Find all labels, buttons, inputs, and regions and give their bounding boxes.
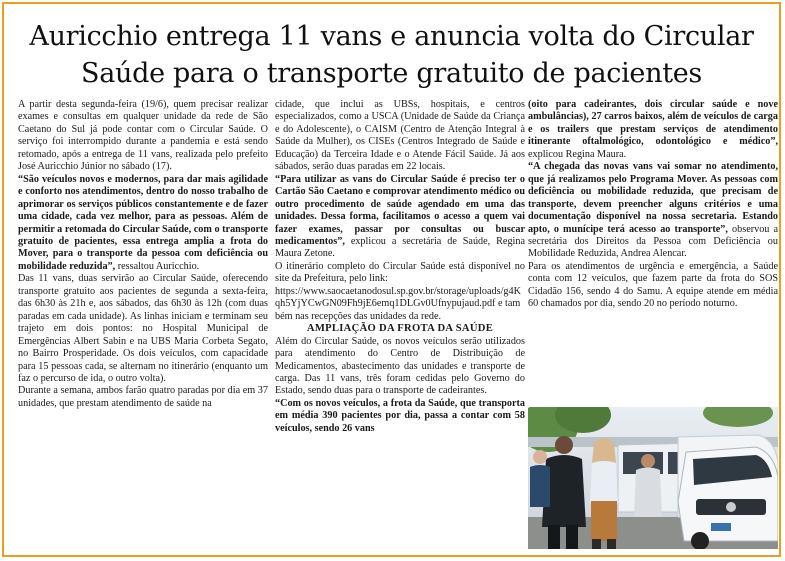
article-headline <box>4 18 779 92</box>
headline-line-1: Auricchio entrega 11 vans e anuncia volta do Circular <box>29 21 754 52</box>
link-trailing-text: e também nas recepções das unidades da rede. <box>275 298 521 322</box>
paragraph: O itinerário completo do Circular Saúde está disponível no site da Prefeitura, pelo link: <box>275 260 525 285</box>
article-frame <box>2 2 781 557</box>
section-subheading: AMPLIAÇÃO DA FROTA DA SAÚDE <box>306 323 494 335</box>
quote-text: (oito para cadeirantes, dois circular saúde e nove ambulâncias), 27 carros baixos, além de veículos de carga e os trailers que prestam serviços de atendimento itinerante oftalmológico, odontológico e médico”, <box>528 99 778 148</box>
photo-officials-with-white-vans-icon <box>528 407 778 549</box>
quote-text: “Para utilizar as vans do Circular Saúde é preciso ter o Cartão São Caetano e comprovar atendimento médico ou outro procedimento de saúde agendado em uma das unidades. Dessa forma, facilitamos o acesso a quem vai fazer exames, passar por consultas ou buscar medicamentos”, <box>275 173 525 247</box>
quote-attribution: ressaltou Auricchio. <box>115 260 200 272</box>
headline-line-2: Saúde para o transporte gratuito de pacientes <box>81 58 702 89</box>
itinerary-link[interactable]: https://www.saocaetanodosul.sp.gov.br/storage/uploads/g4Kqh5YjYCwGN09Fh9jE6emq1DLGv0Ufnypujaud.pdf <box>275 285 521 310</box>
article-column-3 <box>528 99 778 311</box>
article-photo <box>528 407 778 549</box>
quote-text: “A chegada das novas vans vai somar no atendimento, que já realizamos pelo Programa Mover. As pessoas com deficiência ou mobilidade reduzida, que precisam de transporte, devem preencher alguns critérios e uma documentação disponível na nossa secretaria. Estando apto, o munícipe terá acesso ao transporte”, <box>528 161 778 235</box>
paragraph: Durante a semana, ambos farão quatro paradas por dia em 37 unidades, que prestam atendimento de saúde na <box>18 385 268 409</box>
paragraph: Para os atendimentos de urgência e emergência, a Saúde conta com 12 veículos, que fazem parte da frota do SOS Cidadão 156, sendo 4 do Samu. A equipe atende em média 60 chamados por dia, sendo 20 no período noturno. <box>528 260 778 310</box>
quote-attribution: explicou Regina Maura. <box>528 148 627 160</box>
paragraph: Das 11 vans, duas servirão ao Circular Saúde, oferecendo transporte gratuito aos pacientes de segunda a sexta-feira, das 6h30 às 21h e, aos sábados, das 6h30 às 12h (com duas paradas em cada unidade). As linhas iniciam e terminam seu trajeto em dois pontos: no Hospital Municipal de Emergências Albert Sabin e na UBS Maria Corbeta Segato, no Bairro Prosperidade. Os dois veículos, com capacidade para 15 pessoas cada, se alternam no itinerário (enquanto um faz o percurso de ida, o outro volta). <box>18 273 268 384</box>
quote-paragraph <box>528 161 778 261</box>
quote-paragraph <box>275 174 525 261</box>
article-column-1 <box>18 99 268 410</box>
link-paragraph <box>275 286 525 323</box>
paragraph: cidade, que inclui as UBSs, hospitais, e centros especializados, como a USCA (Unidade de Saúde da Criança e do Adolescente), o CAISM (Centro de Atenção Integral à Saúde da Mulher), os CISEs (Centros Integrado de Saúde e Educação) da Terceira Idade e o Atende Fácil Saúde. Já aos sábados, serão duas paradas em 22 locais. <box>275 99 525 173</box>
paragraph: A partir desta segunda-feira (19/6), quem precisar realizar exames e consultas em qualquer unidade da rede de São Caetano do Sul já pode contar com o Circular Saúde. O serviço foi interrompido durante a pandemia e está sendo retomado, após a entrega de 11 vans, realizada pelo prefeito José Auricchio Júnior no sábado (17). <box>18 99 268 173</box>
quote-paragraph <box>18 174 268 274</box>
quote-attribution: explicou a secretária de Saúde, Regina Maura Zetone. <box>275 235 525 260</box>
quote-text: “São veículos novos e modernos, para dar mais agilidade e conforto nos atendimentos, dentro do nosso trabalho de aprimorar os serviços públicos constantemente e de fazer uma cidade, cada vez melhor, para as pessoas. Além de permitir a retomada do Circular Saúde, com o transporte gratuito de pacientes, essa entrega amplia a frota do Mover, para o transporte da pessoa com deficiência ou mobilidade reduzida”, <box>18 173 268 272</box>
quote-attribution: observou a secretária dos Direitos da Pessoa com Deficiência ou Mobilidade Reduzida, Andrea Alencar. <box>528 223 778 260</box>
quote-text: “Com os novos veículos, a frota da Saúde, que transporta em média 390 pacientes por dia, passa a contar com 58 veículos, sendo 26 vans <box>275 397 525 434</box>
paragraph: Além do Circular Saúde, os novos veículos serão utilizados para atendimento do Centro de Distribuição de Medicamentos, abastecimento das unidades e transporte de carga. Das 11 vans, três foram cedidas pelo Governo do Estado, sendo duas para o transporte de cadeirantes. <box>275 335 525 397</box>
quote-paragraph <box>528 99 778 161</box>
article-column-2 <box>275 99 525 435</box>
